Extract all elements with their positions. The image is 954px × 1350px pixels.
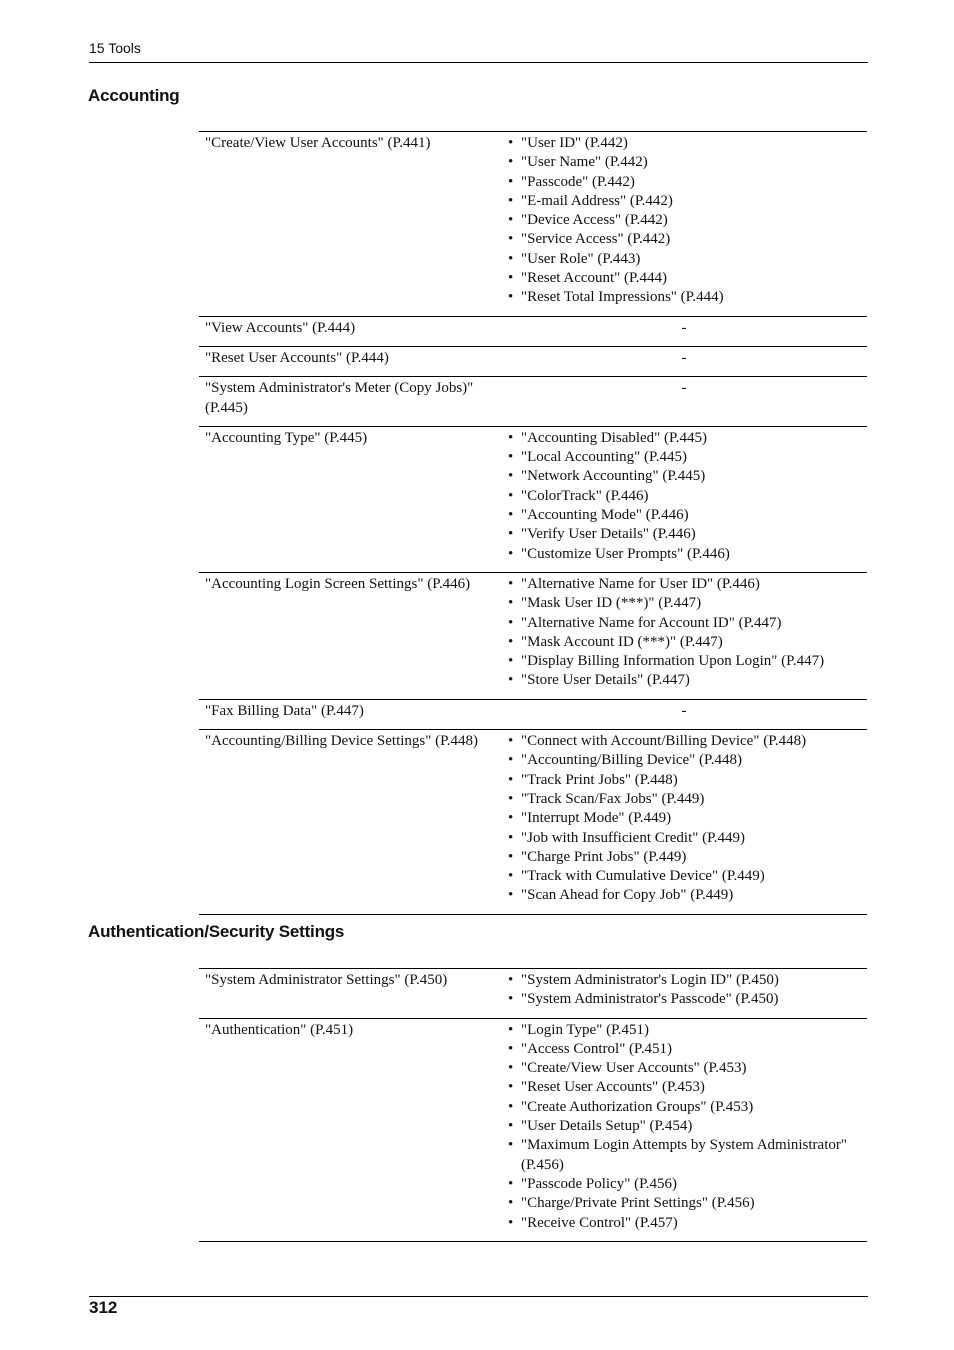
list-item: • "Reset Total Impressions" (P.444) <box>507 288 861 307</box>
setting-name: "Accounting/Billing Device Settings" (P.448) <box>205 733 479 750</box>
list-item: • "System Administrator's Passcode" (P.450) <box>507 990 861 1009</box>
list-item: • "Receive Control" (P.457) <box>507 1214 861 1233</box>
list-item: • "User Name" (P.442) <box>507 153 861 172</box>
header-divider <box>89 62 868 63</box>
table-row <box>199 316 867 346</box>
no-subitems-dash: - <box>681 702 687 719</box>
setting-item-list <box>507 732 861 906</box>
list-item: • "Maximum Login Attempts by System Administrator" (P.456) <box>507 1136 861 1175</box>
setting-name: "Accounting Type" (P.445) <box>205 429 368 446</box>
list-item: • "Create Authorization Groups" (P.453) <box>507 1098 861 1117</box>
list-item: • "User ID" (P.442) <box>507 134 861 153</box>
page-number: 312 <box>89 1298 118 1317</box>
chapter-header: 15 Tools <box>89 40 141 56</box>
list-item: • "Local Accounting" (P.445) <box>507 448 861 467</box>
accounting-settings-table <box>199 131 867 915</box>
list-item: • "Network Accounting" (P.445) <box>507 467 861 486</box>
setting-name: "Authentication" (P.451) <box>205 1021 354 1038</box>
setting-items <box>501 730 867 915</box>
setting-item-list <box>507 429 861 564</box>
list-item: • "User Role" (P.443) <box>507 250 861 269</box>
list-item: • "Scan Ahead for Copy Job" (P.449) <box>507 886 861 905</box>
table-row <box>199 1018 867 1241</box>
list-item: • "Display Billing Information Upon Login" (P.447) <box>507 652 861 671</box>
list-item: • "Passcode" (P.442) <box>507 173 861 192</box>
setting-items <box>501 969 867 1019</box>
list-item: • "Customize User Prompts" (P.446) <box>507 545 861 564</box>
list-item: • "Login Type" (P.451) <box>507 1021 861 1040</box>
setting-name: "Accounting Login Screen Settings" (P.446) <box>205 575 471 592</box>
list-item: • "Alternative Name for Account ID" (P.447) <box>507 614 861 633</box>
list-item: • "Verify User Details" (P.446) <box>507 525 861 544</box>
setting-name: "View Accounts" (P.444) <box>205 319 356 336</box>
setting-items <box>501 132 867 317</box>
list-item: • "Job with Insufficient Credit" (P.449) <box>507 829 861 848</box>
list-item: • "Create/View User Accounts" (P.453) <box>507 1059 861 1078</box>
setting-item-list <box>507 134 861 308</box>
table-row <box>199 426 867 572</box>
authentication-settings-table <box>199 968 867 1242</box>
table-row <box>199 572 867 699</box>
list-item: • "Charge/Private Print Settings" (P.456) <box>507 1194 861 1213</box>
no-subitems-dash: - <box>681 349 687 366</box>
table-row <box>199 730 867 915</box>
setting-items <box>501 426 867 572</box>
no-subitems-dash: - <box>681 380 687 397</box>
list-item: • "Service Access" (P.442) <box>507 230 861 249</box>
list-item: • "Track Scan/Fax Jobs" (P.449) <box>507 790 861 809</box>
section-title-accounting: Accounting <box>88 86 180 105</box>
setting-items <box>501 1018 867 1241</box>
table-row <box>199 377 867 427</box>
table-row <box>199 132 867 317</box>
list-item: • "Accounting/Billing Device" (P.448) <box>507 751 861 770</box>
list-item: • "User Details Setup" (P.454) <box>507 1117 861 1136</box>
no-subitems-dash: - <box>681 319 687 336</box>
list-item: • "Interrupt Mode" (P.449) <box>507 809 861 828</box>
list-item: • "Access Control" (P.451) <box>507 1040 861 1059</box>
list-item: • "Store User Details" (P.447) <box>507 671 861 690</box>
footer-divider <box>89 1296 868 1297</box>
list-item: • "E-mail Address" (P.442) <box>507 192 861 211</box>
list-item: • "Connect with Account/Billing Device" (P.448) <box>507 732 861 751</box>
setting-item-list <box>507 971 861 1010</box>
list-item: • "Passcode Policy" (P.456) <box>507 1175 861 1194</box>
setting-name: "Reset User Accounts" (P.444) <box>205 349 389 366</box>
setting-item-list <box>507 575 861 691</box>
setting-name: "Fax Billing Data" (P.447) <box>205 702 364 719</box>
list-item: • "Accounting Disabled" (P.445) <box>507 429 861 448</box>
setting-items <box>501 572 867 699</box>
setting-name: "System Administrator Settings" (P.450) <box>205 972 448 988</box>
list-item: • "Reset Account" (P.444) <box>507 269 861 288</box>
list-item: • "Accounting Mode" (P.446) <box>507 506 861 525</box>
list-item: • "Mask User ID (***)" (P.447) <box>507 594 861 613</box>
list-item: • "Alternative Name for User ID" (P.446) <box>507 575 861 594</box>
table-row <box>199 346 867 376</box>
setting-item-list <box>507 1021 861 1233</box>
table-row <box>199 699 867 729</box>
table-row <box>199 969 867 1019</box>
list-item: • "ColorTrack" (P.446) <box>507 487 861 506</box>
list-item: • "Track with Cumulative Device" (P.449) <box>507 867 861 886</box>
list-item: • "Reset User Accounts" (P.453) <box>507 1078 861 1097</box>
list-item: • "Mask Account ID (***)" (P.447) <box>507 633 861 652</box>
setting-name: "System Administrator's Meter (Copy Jobs)" (P.445) <box>205 380 474 416</box>
list-item: • "Device Access" (P.442) <box>507 211 861 230</box>
list-item: • "System Administrator's Login ID" (P.450) <box>507 971 861 990</box>
list-item: • "Track Print Jobs" (P.448) <box>507 771 861 790</box>
setting-name: "Create/View User Accounts" (P.441) <box>205 135 431 151</box>
list-item: • "Charge Print Jobs" (P.449) <box>507 848 861 867</box>
section-title-authentication-security: Authentication/Security Settings <box>88 922 345 941</box>
